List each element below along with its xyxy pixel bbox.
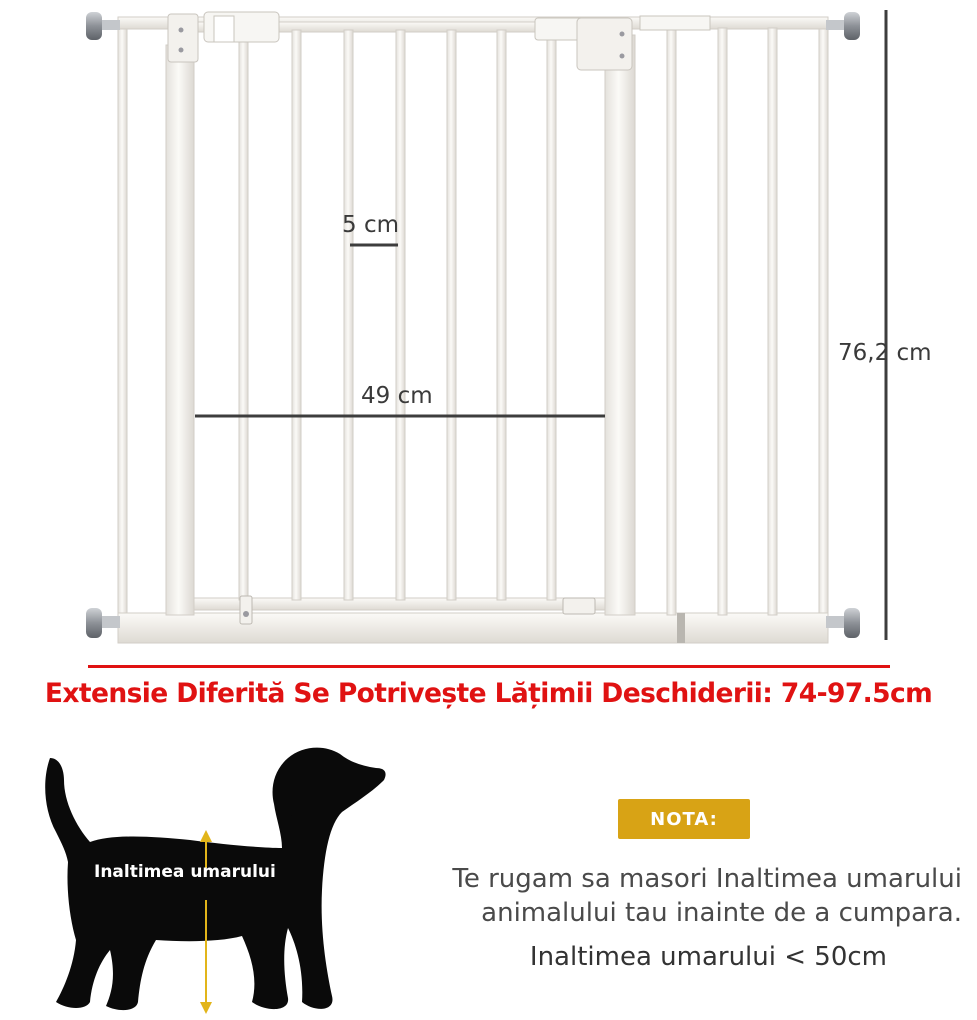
note-line-3: Inaltimea umarului < 50cm (529, 942, 887, 972)
extension-bar (768, 28, 777, 615)
pressure-knob-bottom-right (826, 608, 860, 638)
door-bar (497, 30, 506, 600)
shoulder-height-label: Inaltimea umarului (94, 862, 276, 882)
door-bar (547, 30, 556, 600)
note-badge: NOTA: (618, 799, 750, 839)
note-line-1: Te rugam sa masori Inaltimea umarului (452, 864, 962, 894)
pressure-knob-top-left (86, 12, 120, 40)
pressure-knob-bottom-left (86, 608, 120, 638)
extension-bar (718, 28, 727, 615)
door-width-label: 49 cm (361, 383, 433, 409)
note-line-2: animalului tau inainte de a cumpara. (481, 898, 962, 928)
door-bar (292, 30, 301, 600)
height-label: 76,2 cm (838, 340, 932, 366)
bar-spacing-label: 5 cm (342, 212, 399, 238)
door-bar (447, 30, 456, 600)
door-bar (396, 30, 405, 600)
pressure-knob-top-right (826, 12, 860, 40)
extension-bar (667, 28, 676, 615)
door-bar (239, 30, 248, 600)
red-divider (88, 665, 890, 668)
width-range-banner: Extensie Diferită Se Potrivește Lățimii Deschiderii: 74-97.5cm (44, 678, 933, 709)
door-bar (344, 30, 353, 600)
